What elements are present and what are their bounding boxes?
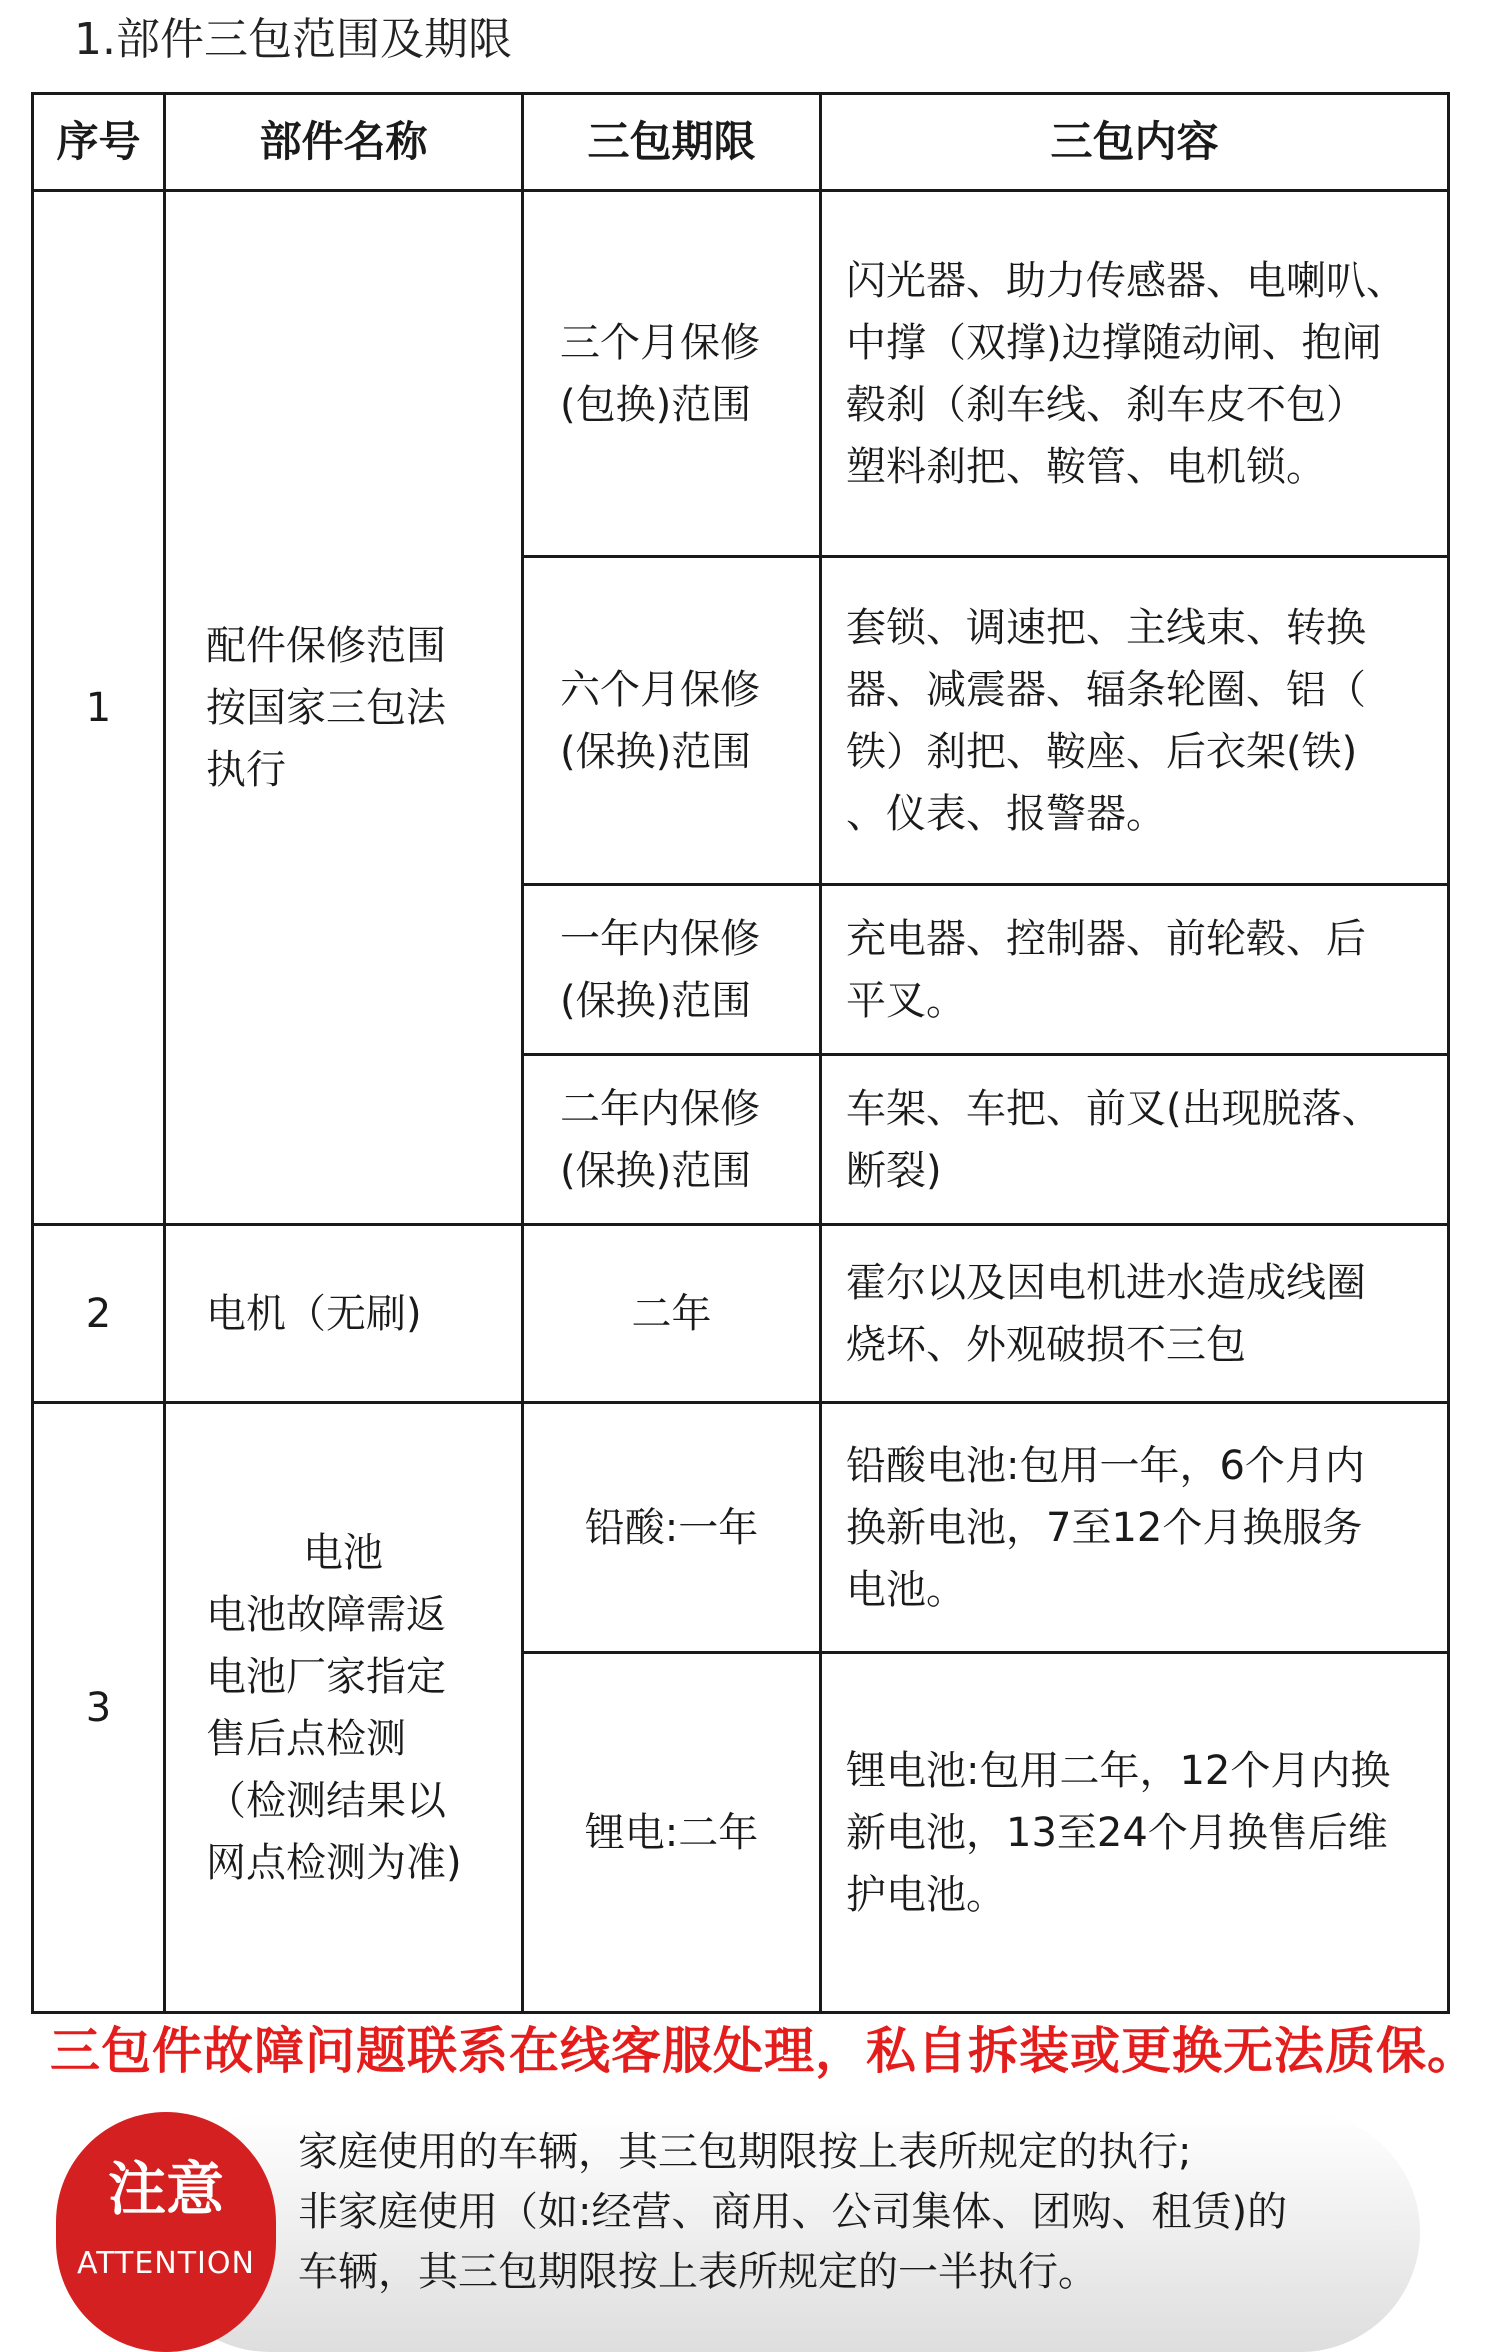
attention-text (298, 2122, 1287, 2302)
warranty-content: 锂电池:包用二年，12个月内换 新电池，13至24个月换售后维 护电池。 (821, 1653, 1449, 2013)
warranty-period: 锂电:二年 (523, 1653, 821, 2013)
warranty-content: 霍尔以及因电机进水造成线圈 烧坏、外观破损不三包 (821, 1225, 1449, 1403)
header-period: 三包期限 (523, 94, 821, 191)
section-title: 1.部件三包范围及期限 (74, 14, 512, 65)
warranty-content: 套锁、调速把、主线束、转换 器、减震器、辐条轮圈、铝（ 铁）刹把、鞍座、后衣架(铁) 、仪表、报警器。 (821, 557, 1449, 885)
attention-line: 家庭使用的车辆，其三包期限按上表所规定的执行; (298, 2129, 1192, 2175)
warranty-content: 闪光器、助力传感器、电喇叭、 中撑（双撑)边撑随动闸、抱闸 毂刹（刹车线、刹车皮不包） 塑料刹把、鞍管、电机锁。 (821, 191, 1449, 557)
warranty-content: 铅酸电池:包用一年，6个月内 换新电池，7至12个月换服务 电池。 (821, 1403, 1449, 1653)
row-number: 3 (33, 1403, 165, 2013)
warranty-period: 三个月保修 (包换)范围 (523, 191, 821, 557)
header-no: 序号 (33, 94, 165, 191)
part-name: 电机（无刷) (165, 1225, 523, 1403)
attention-badge (56, 2112, 276, 2352)
table-row (33, 1225, 1449, 1403)
warranty-content: 车架、车把、前叉(出现脱落、 断裂) (821, 1055, 1449, 1225)
row-number: 1 (33, 191, 165, 1225)
attention-badge-cn: 注意 (107, 2155, 224, 2223)
attention-line: 车辆，其三包期限按上表所规定的一半执行。 (298, 2249, 1098, 2295)
warranty-period: 六个月保修 (保换)范围 (523, 557, 821, 885)
warranty-period: 一年内保修 (保换)范围 (523, 885, 821, 1055)
header-part: 部件名称 (165, 94, 523, 191)
part-name: 配件保修范围 按国家三包法 执行 (165, 191, 523, 1225)
battery-part-cell (165, 1403, 523, 2013)
row-number: 2 (33, 1225, 165, 1403)
attention-badge-en: ATTENTION (77, 2246, 255, 2281)
warranty-period: 二年内保修 (保换)范围 (523, 1055, 821, 1225)
part-name: 电池故障需返 电池厂家指定 售后点检测 （检测结果以 网点检测为准) (206, 1591, 462, 1886)
battery-title: 电池 (303, 1529, 383, 1576)
warranty-table (31, 92, 1450, 2014)
warranty-period: 二年 (523, 1225, 821, 1403)
table-row (33, 1403, 1449, 1653)
attention-line: 非家庭使用（如:经营、商用、公司集体、团购、租赁)的 (298, 2189, 1288, 2235)
red-notice: 三包件故障问题联系在线客服处理，私自拆装或更换无法质保。 (50, 2022, 1478, 2080)
header-content: 三包内容 (821, 94, 1449, 191)
table-header-row (33, 94, 1449, 191)
warranty-period: 铅酸:一年 (523, 1403, 821, 1653)
table-row (33, 191, 1449, 557)
warranty-content: 充电器、控制器、前轮毂、后 平叉。 (821, 885, 1449, 1055)
